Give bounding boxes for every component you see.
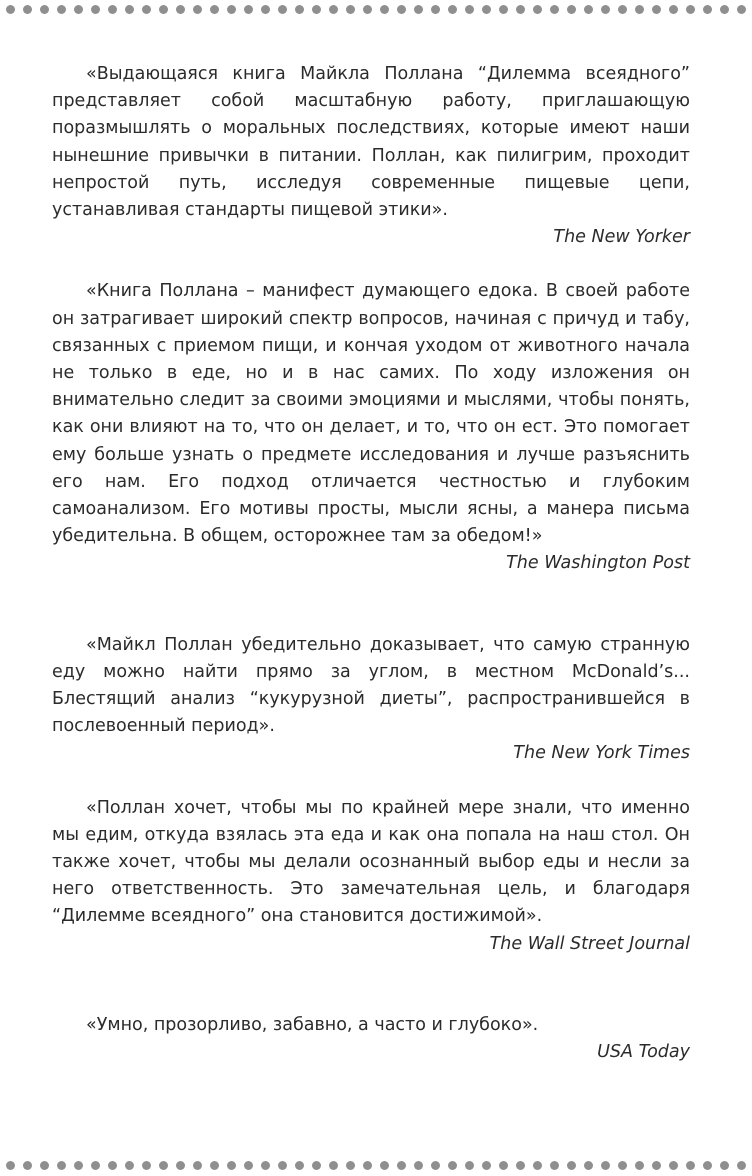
review-source: The New Yorker bbox=[553, 227, 690, 248]
border-dot bbox=[482, 5, 491, 14]
top-dotted-border bbox=[0, 2, 752, 16]
border-dot bbox=[40, 1161, 49, 1170]
border-dot bbox=[397, 5, 406, 14]
border-dot bbox=[312, 1161, 321, 1170]
border-dot bbox=[669, 1161, 678, 1170]
border-dot bbox=[601, 5, 610, 14]
border-dot bbox=[550, 5, 559, 14]
border-dot bbox=[533, 5, 542, 14]
border-dot bbox=[414, 1161, 423, 1170]
border-dot bbox=[329, 5, 338, 14]
review-wall-street-journal bbox=[52, 795, 690, 958]
border-dot bbox=[295, 5, 304, 14]
border-dot bbox=[737, 1161, 746, 1170]
border-dot bbox=[159, 1161, 168, 1170]
review-quote: «Поллан хочет, чтобы мы по крайней мере знали, что именно мы едим, откуда взялась эта еда и как она попала на наш стол. Он также хочет, чтобы мы делали осознанный выбор еды и несли за него ответственность. Это замечательная цель, и благодаря “Дилемме всеядного” она становится достижимой». bbox=[52, 797, 690, 927]
border-dot bbox=[295, 1161, 304, 1170]
border-dot bbox=[142, 1161, 151, 1170]
border-dot bbox=[108, 5, 117, 14]
border-dot bbox=[363, 1161, 372, 1170]
border-dot bbox=[618, 1161, 627, 1170]
border-dot bbox=[193, 1161, 202, 1170]
border-dot bbox=[516, 5, 525, 14]
border-dot bbox=[244, 1161, 253, 1170]
border-dot bbox=[567, 5, 576, 14]
border-dot bbox=[618, 5, 627, 14]
border-dot bbox=[465, 5, 474, 14]
border-dot bbox=[23, 1161, 32, 1170]
border-dot bbox=[176, 1161, 185, 1170]
border-dot bbox=[159, 5, 168, 14]
border-dot bbox=[91, 5, 100, 14]
border-dot bbox=[57, 1161, 66, 1170]
border-dot bbox=[244, 5, 253, 14]
border-dot bbox=[40, 5, 49, 14]
border-dot bbox=[720, 5, 729, 14]
border-dot bbox=[176, 5, 185, 14]
border-dot bbox=[686, 5, 695, 14]
review-new-york-times bbox=[52, 632, 690, 768]
review-source: USA Today bbox=[597, 1042, 690, 1063]
review-washington-post bbox=[52, 278, 690, 577]
border-dot bbox=[125, 1161, 134, 1170]
border-dot bbox=[210, 1161, 219, 1170]
border-dot bbox=[482, 1161, 491, 1170]
border-dot bbox=[431, 5, 440, 14]
border-dot bbox=[312, 5, 321, 14]
border-dot bbox=[397, 1161, 406, 1170]
border-dot bbox=[278, 1161, 287, 1170]
border-dot bbox=[669, 5, 678, 14]
border-dot bbox=[261, 1161, 270, 1170]
review-quote: «Книга Поллана – манифест думающего едока. В своей работе он затрагивает широкий спектр вопросов, начиная с причуд и табу, связанных с приемом пищи, и кончая уходом от животного начала не только в еде, но и в нас самих. По ходу изложения он внимательно следит за своими эмоциями и мыслями, чтобы понять, как они влияют на то, что он делает, и то, что он ест. Это помогает ему больше узнать о предмете исследования и лучше разъяснить его нам. Его подход отличается честностью и глубоким самоанализом. Его мотивы просты, мысли ясны, а манера письма убедительна. В общем, осторожнее там за обедом!» bbox=[52, 281, 690, 547]
border-dot bbox=[278, 5, 287, 14]
border-dot bbox=[584, 5, 593, 14]
border-dot bbox=[686, 1161, 695, 1170]
reviews-list bbox=[52, 61, 690, 1066]
review-quote: «Умно, прозорливо, забавно, а часто и глубоко». bbox=[86, 1014, 539, 1035]
review-new-yorker bbox=[52, 61, 690, 251]
border-dot bbox=[414, 5, 423, 14]
border-dot bbox=[448, 1161, 457, 1170]
review-source: The Wall Street Journal bbox=[489, 933, 690, 954]
border-dot bbox=[74, 5, 83, 14]
border-dot bbox=[346, 1161, 355, 1170]
border-dot bbox=[703, 5, 712, 14]
border-dot bbox=[380, 1161, 389, 1170]
border-dot bbox=[346, 5, 355, 14]
border-dot bbox=[6, 5, 15, 14]
border-dot bbox=[91, 1161, 100, 1170]
border-dot bbox=[635, 5, 644, 14]
border-dot bbox=[210, 5, 219, 14]
border-dot bbox=[23, 5, 32, 14]
border-dot bbox=[720, 1161, 729, 1170]
border-dot bbox=[601, 1161, 610, 1170]
bottom-dotted-border bbox=[0, 1158, 752, 1172]
border-dot bbox=[652, 1161, 661, 1170]
border-dot bbox=[652, 5, 661, 14]
review-quote: «Выдающаяся книга Майкла Поллана “Дилемма всеядного” представляет собой масштабную работу, приглашающую поразмышлять о моральных последствиях, которые имеют наши нынешние привычки в питании. Поллан, как пилигрим, проходит непростой путь, исследуя современные пищевые цепи, устанавливая стандарты пищевой этики». bbox=[52, 64, 690, 221]
review-usa-today bbox=[52, 1012, 690, 1066]
border-dot bbox=[584, 1161, 593, 1170]
review-source: The New York Times bbox=[513, 743, 690, 764]
border-dot bbox=[227, 5, 236, 14]
border-dot bbox=[363, 5, 372, 14]
border-dot bbox=[329, 1161, 338, 1170]
border-dot bbox=[431, 1161, 440, 1170]
border-dot bbox=[6, 1161, 15, 1170]
border-dot bbox=[57, 5, 66, 14]
border-dot bbox=[125, 5, 134, 14]
border-dot bbox=[703, 1161, 712, 1170]
border-dot bbox=[108, 1161, 117, 1170]
border-dot bbox=[737, 5, 746, 14]
border-dot bbox=[193, 5, 202, 14]
border-dot bbox=[142, 5, 151, 14]
border-dot bbox=[380, 5, 389, 14]
border-dot bbox=[550, 1161, 559, 1170]
border-dot bbox=[465, 1161, 474, 1170]
border-dot bbox=[516, 1161, 525, 1170]
border-dot bbox=[74, 1161, 83, 1170]
border-dot bbox=[227, 1161, 236, 1170]
border-dot bbox=[499, 1161, 508, 1170]
border-dot bbox=[635, 1161, 644, 1170]
review-source: The Washington Post bbox=[506, 553, 690, 574]
border-dot bbox=[499, 5, 508, 14]
border-dot bbox=[567, 1161, 576, 1170]
border-dot bbox=[533, 1161, 542, 1170]
border-dot bbox=[261, 5, 270, 14]
border-dot bbox=[448, 5, 457, 14]
review-quote: «Майкл Поллан убедительно доказывает, что самую странную еду можно найти прямо за углом, в местном McDonald’s... Блестящий анализ “кукурузной диеты”, распространившейся в послевоенный период». bbox=[52, 634, 690, 737]
